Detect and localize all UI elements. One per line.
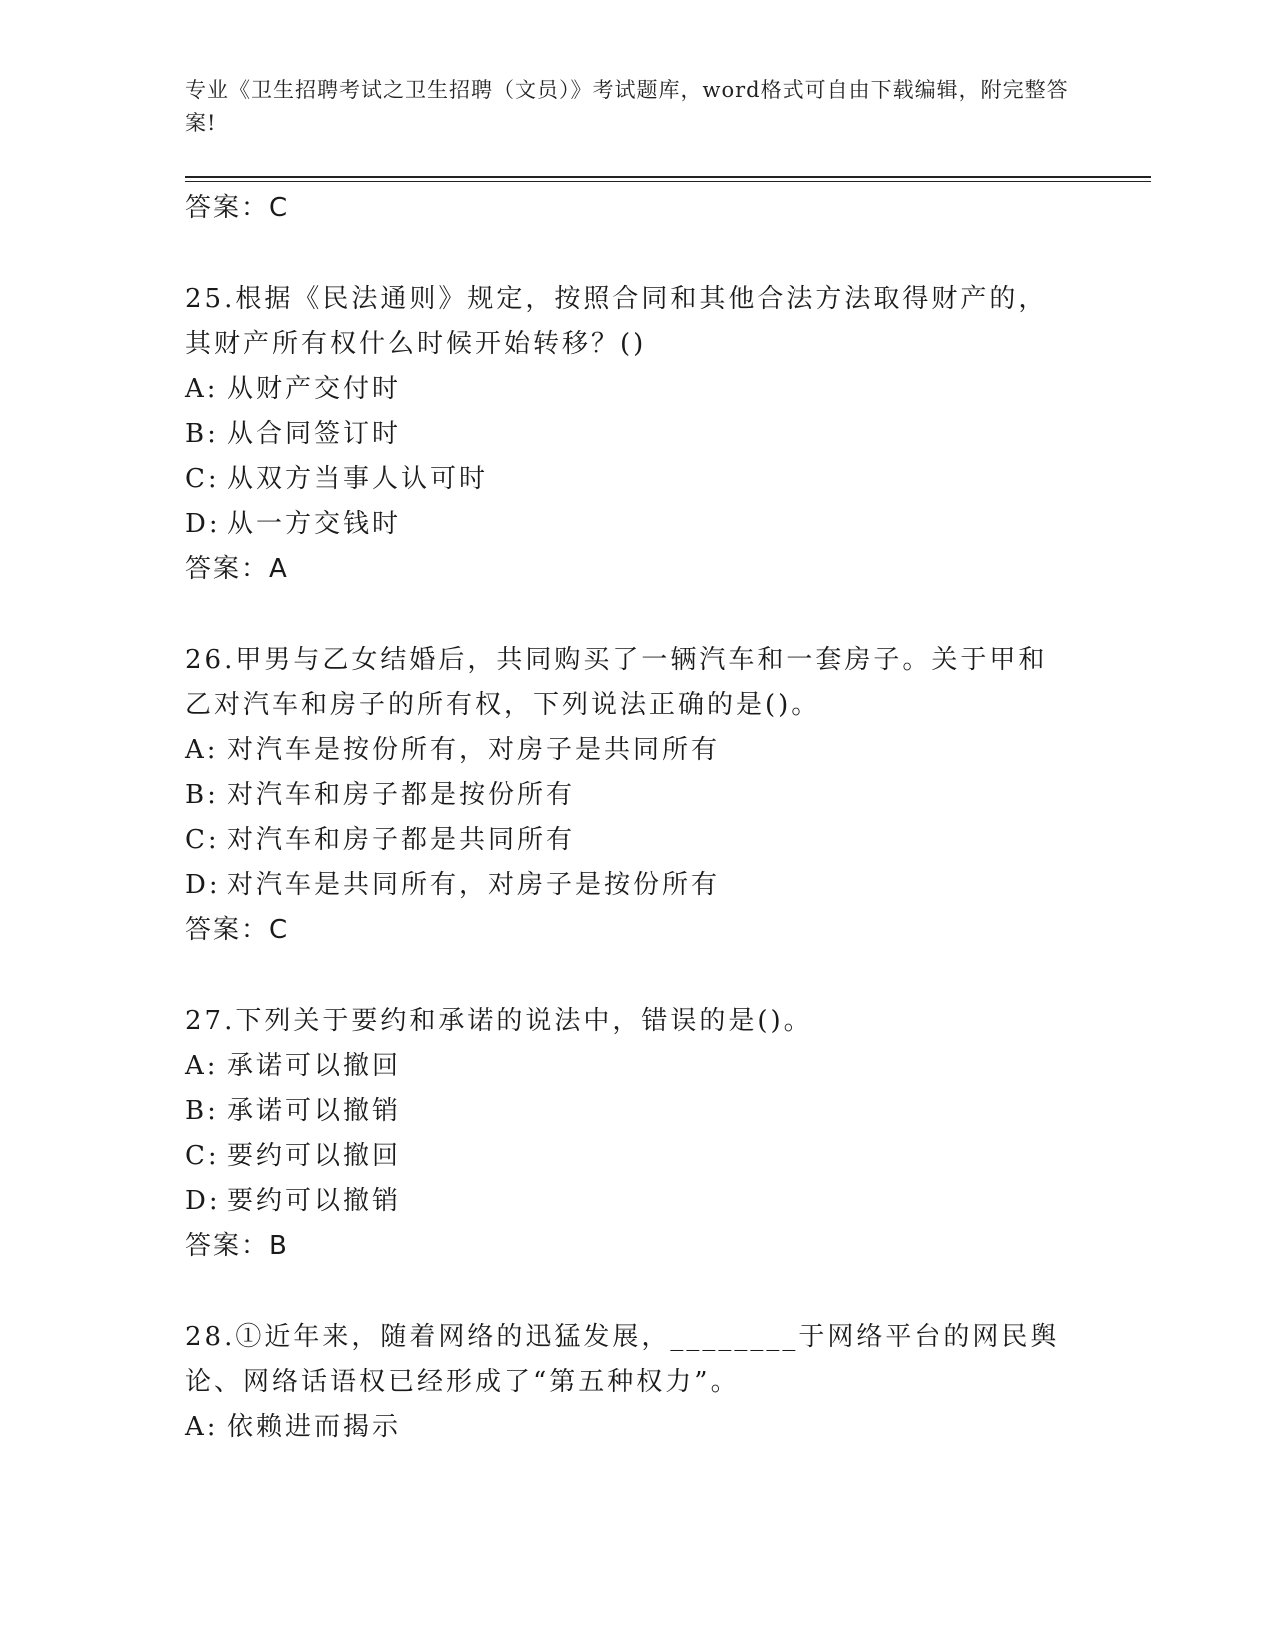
option-label: A: — [185, 735, 219, 765]
option-label: A: — [185, 374, 219, 404]
option-d — [185, 1179, 1085, 1224]
option-label: A: — [185, 1051, 219, 1081]
option-d — [185, 502, 1085, 547]
option-b — [185, 773, 1085, 818]
option-c — [185, 818, 1085, 863]
option-text: 要约可以撤销 — [227, 1186, 402, 1216]
option-text: 依赖进而揭示 — [227, 1412, 402, 1442]
option-label: C: — [185, 464, 220, 494]
option-text: 对汽车和房子都是按份所有 — [227, 780, 576, 810]
option-d — [185, 863, 1085, 908]
header-divider — [185, 176, 1151, 178]
option-label: D: — [185, 870, 221, 900]
option-text: 要约可以撤回 — [227, 1141, 402, 1171]
question-item — [185, 277, 1085, 592]
option-c — [185, 457, 1085, 502]
question-item — [185, 638, 1085, 953]
option-label: B: — [185, 1096, 219, 1126]
option-label: B: — [185, 780, 219, 810]
option-label: C: — [185, 825, 220, 855]
answer-line: 答案：C — [185, 193, 290, 223]
option-a — [185, 1044, 1085, 1089]
option-text: 对汽车和房子都是共同所有 — [227, 825, 576, 855]
option-text: 对汽车是共同所有，对房子是按份所有 — [227, 870, 721, 900]
question-item — [185, 999, 1085, 1269]
option-label: C: — [185, 1141, 220, 1171]
header-divider-thin — [185, 181, 1151, 182]
answer-line: 答案：A — [185, 554, 289, 584]
option-c — [185, 1134, 1085, 1179]
answer-line: 答案：C — [185, 915, 290, 945]
option-a — [185, 1405, 1085, 1450]
option-text: 承诺可以撤销 — [227, 1096, 402, 1126]
option-label: B: — [185, 419, 219, 449]
question-text: 27.下列关于要约和承诺的说法中，错误的是()。 — [185, 1006, 813, 1036]
page-header: 专业《卫生招聘考试之卫生招聘（文员）》考试题库，word格式可自由下载编辑，附完整答案! — [185, 78, 1069, 135]
option-label: D: — [185, 509, 221, 539]
option-b — [185, 1089, 1085, 1134]
option-text: 从合同签订时 — [227, 419, 402, 449]
option-text: 从一方交钱时 — [227, 509, 402, 539]
option-b — [185, 412, 1085, 457]
option-label: D: — [185, 1186, 221, 1216]
option-text: 承诺可以撤回 — [227, 1051, 402, 1081]
option-a — [185, 367, 1085, 412]
option-text: 从财产交付时 — [227, 374, 402, 404]
option-a — [185, 728, 1085, 773]
question-text: 28.①近年来，随着网络的迅猛发展，________于网络平台的网民舆论、网络话语权已经形成了“第五种权力”。 — [185, 1322, 1060, 1397]
option-text: 对汽车是按份所有，对房子是共同所有 — [227, 735, 721, 765]
option-label: A: — [185, 1412, 219, 1442]
question-text: 26.甲男与乙女结婚后，共同购买了一辆汽车和一套房子。关于甲和乙对汽车和房子的所有权，下列说法正确的是()。 — [185, 645, 1048, 720]
question-list — [185, 186, 1085, 1450]
option-text: 从双方当事人认可时 — [227, 464, 489, 494]
answer-line: 答案：B — [185, 1231, 289, 1261]
question-item — [185, 1315, 1085, 1450]
question-text: 25.根据《民法通则》规定，按照合同和其他合法方法取得财产的，其财产所有权什么时候开始转移？() — [185, 284, 1048, 359]
